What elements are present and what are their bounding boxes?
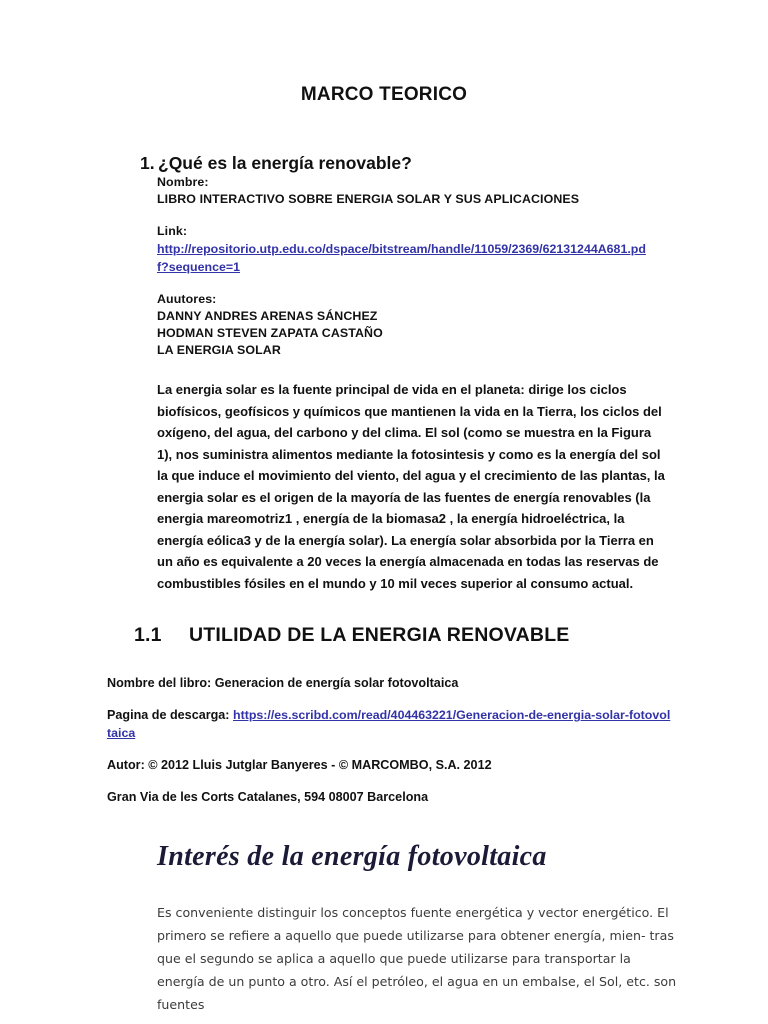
section-1-paragraph: La energia solar es la fuente principal de vida en el planeta: dirige los ciclos biofísicos, geofísicos y químicos que mantienen la vida en la Tierra, los ciclos del oxígeno, del agua, del carbono y del clima. El sol (como se muestra en la Figura 1), nos suministra alimentos mediante la fotosintesis y como es la energía del sol la que induce el movimiento del viento, del agua y el crecimiento de las plantas, la energia solar es el origen de la mayoría de las fuentes de energía renovables (la energia mareomotriz1 , energía de la biomasa2 , la energía hidroeléctrica, la energía eólica3 y de la energía solar). La energía solar absorbida por la Tierra en un año es equivalente a 20 veces la energía almacenada en todas las reservas de combustibles fósiles en el mundo y 10 mil veces superior al consumo actual. xyxy=(157,382,665,591)
publisher-address-line: Gran Via de les Corts Catalanes, 594 08007 Barcelona xyxy=(107,790,429,804)
autor-name: LA ENERGIA SOLAR xyxy=(157,343,281,357)
section-1-1-heading xyxy=(0,624,768,647)
autor-name: DANNY ANDRES ARENAS SÁNCHEZ xyxy=(157,309,378,323)
section-1-1-title: UTILIDAD DE LA ENERGIA RENOVABLE xyxy=(189,624,570,646)
book-name-label: Nombre del libro: xyxy=(107,676,215,690)
document-title: MARCO TEORICO xyxy=(300,84,468,105)
section-1-title: ¿Qué es la energía renovable? xyxy=(158,153,412,173)
book-name-value: Generacion de energía solar fotovoltaica xyxy=(214,676,459,690)
scribd-link[interactable]: https://es.scribd.com/read/404463221/Generacion-de-energia-solar-fotovoltaica xyxy=(107,708,671,740)
section-1-number: 1. xyxy=(140,153,155,173)
spacer xyxy=(0,359,768,374)
book-name-line xyxy=(107,674,673,692)
nombre-value: LIBRO INTERACTIVO SOBRE ENERGIA SOLAR Y SUS APLICACIONES xyxy=(157,192,580,206)
interes-paragraph: Es conveniente distinguir los conceptos fuente energética y vector energético. El primero se refiere a aquello que puede utilizarse para obtener energía, mien- tras que el segundo se aplica a aquello que puede utilizarse para transportar la energía de un punto a otro. Así el petróleo, el agua en un embalse, el Sol, etc. son fuentes xyxy=(157,905,677,1012)
autor-name: HODMAN STEVEN ZAPATA CASTAÑO xyxy=(157,326,383,340)
repository-link[interactable]: http://repositorio.utp.edu.co/dspace/bitstream/handle/11059/2369/62131244A681.pdf?sequence=1 xyxy=(157,242,646,274)
section-1-1-number: 1.1 xyxy=(134,624,162,646)
section-1-metadata xyxy=(0,174,768,359)
link-label: Link: xyxy=(157,224,188,238)
download-page-label: Pagina de descarga: xyxy=(107,708,233,722)
interes-heading: Interés de la energía fotovoltaica xyxy=(157,841,547,872)
spacer xyxy=(157,276,668,291)
section-1-1-metadata xyxy=(0,674,768,806)
autores-label: Auutores: xyxy=(157,292,217,306)
section-1-heading xyxy=(140,153,768,174)
download-page-line xyxy=(107,706,673,742)
nombre-label: Nombre: xyxy=(157,175,209,189)
spacer xyxy=(157,208,668,223)
repository-link-wrapper xyxy=(157,240,657,276)
author-copyright-line: Autor: © 2012 Lluis Jutglar Banyeres - © MARCOMBO, S.A. 2012 xyxy=(107,758,492,772)
section-1-heading-block xyxy=(0,153,768,174)
